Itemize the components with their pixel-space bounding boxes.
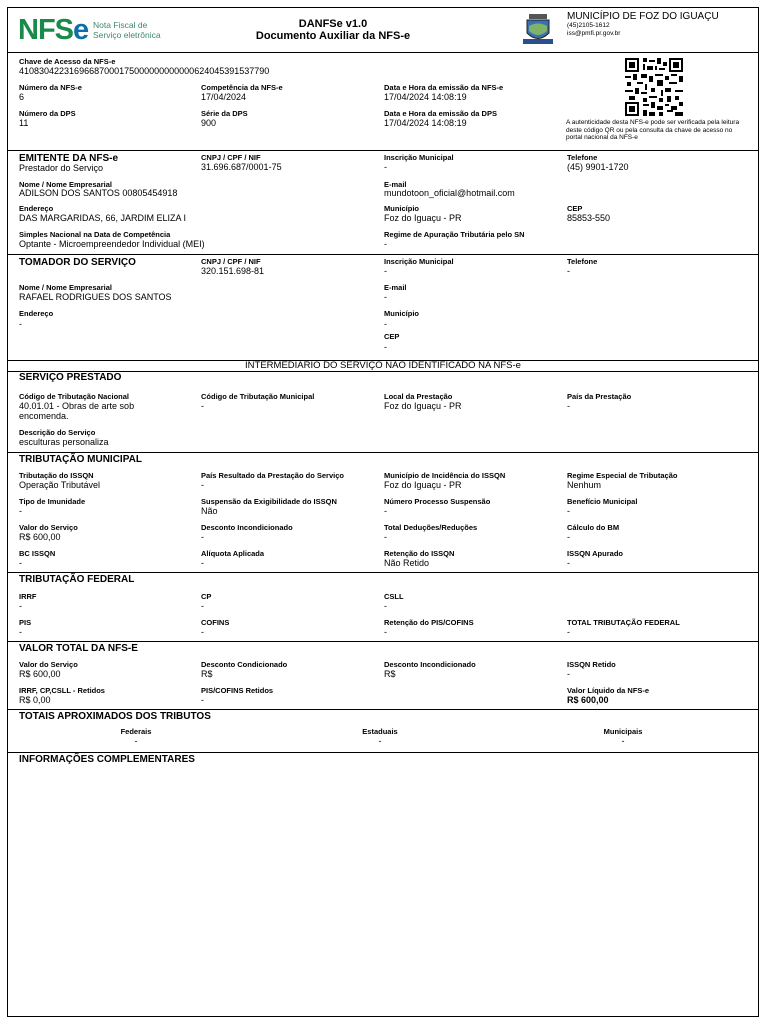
taker-phone: - — [567, 266, 570, 276]
issuer-cep: 85853-550 — [567, 213, 611, 223]
municipal-code: - — [201, 401, 204, 411]
pis-cofins-withheld: - — [201, 695, 204, 705]
divider — [8, 752, 758, 753]
conditional-discount: R$ — [201, 669, 213, 679]
access-key-label: Chave de Acesso da NFS-e — [19, 57, 116, 66]
cofins: - — [201, 627, 204, 637]
total-unconditional-discount-label: Desconto Incondicionado — [384, 660, 476, 669]
divider — [8, 641, 758, 642]
issuer-cnpj-label: CNPJ / CPF / NIF — [201, 153, 261, 162]
issqn-retention-label: Retenção do ISSQN — [384, 549, 455, 558]
qr-code-icon — [625, 58, 683, 116]
federal-total: - — [567, 627, 570, 637]
taker-im: - — [384, 266, 387, 276]
issuer-phone-label: Telefone — [567, 153, 598, 162]
taker-phone-label: Telefone — [567, 257, 598, 266]
issuer-email: mundotoon_oficial@hotmail.com — [384, 188, 515, 198]
federal-tax-section-title: TRIBUTAÇÃO FEDERAL — [19, 574, 135, 585]
service-value: R$ 600,00 — [19, 532, 61, 542]
service-description-label: Descrição do Serviço — [19, 428, 96, 437]
divider — [8, 452, 758, 453]
issqn-retention: Não Retido — [384, 558, 430, 568]
municipal-benefit-label: Benefício Municipal — [567, 497, 638, 506]
taker-cnpj-label: CNPJ / CPF / NIF — [201, 257, 261, 266]
taker-city-label: Município — [384, 309, 419, 318]
sn-regime-label: Regime de Apuração Tributária pelo SN — [384, 230, 525, 239]
document-title: DANFSe v1.0 Documento Auxiliar da NFS-e — [255, 18, 411, 42]
nfse-number-label: Número da NFS-e — [19, 83, 82, 92]
irrf: - — [19, 601, 22, 611]
sn-regime: - — [384, 239, 387, 249]
federal-taxes-label: Federais — [120, 727, 152, 736]
state-taxes: - — [378, 736, 382, 746]
special-regime-label: Regime Especial de Tributação — [567, 471, 678, 480]
bm-calc-label: Cálculo do BM — [567, 523, 620, 532]
taker-address: - — [19, 319, 22, 329]
nfse-issue-date: 17/04/2024 14:08:19 — [384, 92, 467, 102]
municipal-tax-section-title: TRIBUTAÇÃO MUNICIPAL — [19, 454, 142, 465]
incidence-city-label: Município de Incidência do ISSQN — [384, 471, 506, 480]
cofins-label: COFINS — [201, 618, 230, 627]
taker-im-label: Inscrição Municipal — [384, 257, 454, 266]
logo-subtitle: Nota Fiscal de Serviço eletrônica — [93, 20, 161, 40]
unconditional-discount-label: Desconto Incondicionado — [201, 523, 293, 532]
issqn-assessed-label: ISSQN Apurado — [567, 549, 623, 558]
issuer-phone: (45) 9901-1720 — [567, 162, 629, 172]
issuer-city-label: Município — [384, 204, 419, 213]
qr-authenticity-note: A autenticidade desta NFS-e pode ser verificada pela leitura deste código QR ou pela consulta da chave de acesso no portal nacional da NFS-e — [566, 119, 740, 142]
dps-number-label: Número da DPS — [19, 109, 76, 118]
federal-taxes: - — [134, 736, 138, 746]
issuer-role: Prestador do Serviço — [19, 163, 104, 173]
issqn-withheld: - — [567, 669, 570, 679]
cp: - — [201, 601, 204, 611]
nfse-issue-date-label: Data e Hora da emissão da NFS-e — [384, 83, 504, 92]
service-country-label: País da Prestação — [567, 392, 632, 401]
simples-label: Simples Nacional na Data de Competência — [19, 230, 171, 239]
federal-total-label: TOTAL TRIBUTAÇÃO FEDERAL — [567, 618, 680, 627]
pis: - — [19, 627, 22, 637]
issuer-im: - — [384, 162, 387, 172]
divider — [8, 254, 758, 255]
pis-label: PIS — [19, 618, 32, 627]
nfse-number: 6 — [19, 92, 25, 102]
approx-taxes-section-title: TOTAIS APROXIMADOS DOS TRIBUTOS — [19, 711, 211, 722]
irrf-cp-csll-withheld-label: IRRF, CP,CSLL - Retidos — [19, 686, 105, 695]
applied-rate-label: Alíquota Aplicada — [201, 549, 265, 558]
bm-calc: - — [567, 532, 570, 542]
service-country: - — [567, 401, 570, 411]
municipal-crest-icon — [520, 11, 556, 47]
pis-cofins-retention: - — [384, 627, 387, 637]
total-service-value-label: Valor do Serviço — [19, 660, 78, 669]
conditional-discount-label: Desconto Condicionado — [201, 660, 288, 669]
municipality-info: MUNICÍPIO DE FOZ DO IGUAÇU (45)2105-1612 iss@pmfi.pr.gov.br — [567, 11, 719, 37]
issqn-withheld-label: ISSQN Retido — [567, 660, 616, 669]
total-service-value: R$ 600,00 — [19, 669, 61, 679]
cp-label: CP — [201, 592, 212, 601]
taker-name-label: Nome / Nome Empresarial — [19, 283, 112, 292]
taker-address-label: Endereço — [19, 309, 54, 318]
suspension: Não — [201, 506, 218, 516]
irrf-label: IRRF — [19, 592, 37, 601]
unconditional-discount: - — [201, 532, 204, 542]
taker-email-label: E-mail — [384, 283, 407, 292]
issuer-cep-label: CEP — [567, 204, 583, 213]
total-unconditional-discount: R$ — [384, 669, 396, 679]
issuer-im-label: Inscrição Municipal — [384, 153, 454, 162]
document-header — [8, 8, 758, 53]
national-code-line1: 40.01.01 - Obras de arte sob — [19, 401, 135, 411]
taker-city: - — [384, 319, 387, 329]
taker-section-title: TOMADOR DO SERVIÇO — [19, 257, 136, 268]
taker-cnpj: 320.151.698-81 — [201, 266, 265, 276]
applied-rate: - — [201, 558, 204, 568]
dps-series-label: Série da DPS — [201, 109, 248, 118]
special-regime: Nenhum — [567, 480, 602, 490]
service-value-label: Valor do Serviço — [19, 523, 78, 532]
issuer-address: DAS MARGARIDAS, 66, JARDIM ELIZA I — [19, 213, 187, 223]
result-country: - — [201, 480, 204, 490]
dps-number: 11 — [19, 118, 29, 128]
result-country-label: País Resultado da Prestação do Serviço — [201, 471, 344, 480]
issuer-city: Foz do Iguaçu - PR — [384, 213, 462, 223]
divider — [8, 709, 758, 710]
service-description: esculturas personaliza — [19, 437, 109, 447]
state-taxes-label: Estaduais — [362, 727, 398, 736]
service-section-title: SERVIÇO PRESTADO — [19, 372, 122, 383]
issqn-assessed: - — [567, 558, 570, 568]
municipal-code-label: Código de Tributação Municipal — [201, 392, 315, 401]
municipal-taxes: - — [621, 736, 625, 746]
dps-issue-date: 17/04/2024 14:08:19 — [384, 118, 467, 128]
taker-cep-label: CEP — [384, 332, 400, 341]
issuer-name: ADILSON DOS SANTOS 00805454918 — [19, 188, 178, 198]
divider — [8, 572, 758, 573]
irrf-cp-csll-withheld: R$ 0,00 — [19, 695, 51, 705]
csll: - — [384, 601, 387, 611]
municipal-taxes-label: Municipais — [603, 727, 643, 736]
issuer-section-title: EMITENTE DA NFS-e — [19, 153, 119, 164]
additional-info-section-title: INFORMAÇÕES COMPLEMENTARES — [19, 754, 195, 765]
taker-name: RAFAEL RODRIGUES DOS SANTOS — [19, 292, 172, 302]
simples: Optante - Microempreendedor Individual (MEI) — [19, 239, 205, 249]
deductions-label: Total Deduções/Reduções — [384, 523, 478, 532]
issuer-email-label: E-mail — [384, 180, 407, 189]
net-value-label: Valor Líquido da NFS-e — [567, 686, 650, 695]
municipal-benefit: - — [567, 506, 570, 516]
competence: 17/04/2024 — [201, 92, 247, 102]
dps-issue-date-label: Data e Hora da emissão da DPS — [384, 109, 497, 118]
net-value: R$ 600,00 — [567, 695, 609, 705]
issuer-cnpj: 31.696.687/0001-75 — [201, 162, 282, 172]
service-location-label: Local da Prestação — [384, 392, 453, 401]
csll-label: CSLL — [384, 592, 404, 601]
national-code-line2: encomenda. — [19, 411, 69, 421]
suspension-process-label: Número Processo Suspensão — [384, 497, 491, 506]
issqn-taxation-label: Tributação do ISSQN — [19, 471, 94, 480]
nfse-logo: NFSe Nota Fiscal de Serviço eletrônica — [18, 14, 161, 46]
issqn-taxation: Operação Tributável — [19, 480, 101, 490]
issuer-address-label: Endereço — [19, 204, 54, 213]
suspension-process: - — [384, 506, 387, 516]
dps-series: 900 — [201, 118, 217, 128]
competence-label: Competência da NFS-e — [201, 83, 283, 92]
pis-cofins-retention-label: Retenção do PIS/COFINS — [384, 618, 474, 627]
issuer-name-label: Nome / Nome Empresarial — [19, 180, 112, 189]
immunity-type-label: Tipo de Imunidade — [19, 497, 86, 506]
bc-issqn-label: BC ISSQN — [19, 549, 56, 558]
access-key: 41083042231696687000175000000000000624045391537790 — [19, 66, 270, 76]
bc-issqn: - — [19, 558, 22, 568]
danfse-document — [7, 7, 759, 1017]
taker-email: - — [384, 292, 387, 302]
divider — [8, 150, 758, 151]
intermediary-notice: INTERMEDIÁRIO DO SERVIÇO NÃO IDENTIFICADO NA NFS-e — [245, 360, 521, 371]
suspension-label: Suspensão da Exigibilidade do ISSQN — [201, 497, 337, 506]
pis-cofins-withheld-label: PIS/COFINS Retidos — [201, 686, 274, 695]
national-code-label: Código de Tributação Nacional — [19, 392, 130, 401]
immunity-type: - — [19, 506, 22, 516]
taker-cep: - — [384, 342, 387, 352]
service-location: Foz do Iguaçu - PR — [384, 401, 462, 411]
total-value-section-title: VALOR TOTAL DA NFS-E — [19, 643, 138, 654]
incidence-city: Foz do Iguaçu - PR — [384, 480, 462, 490]
deductions: - — [384, 532, 387, 542]
